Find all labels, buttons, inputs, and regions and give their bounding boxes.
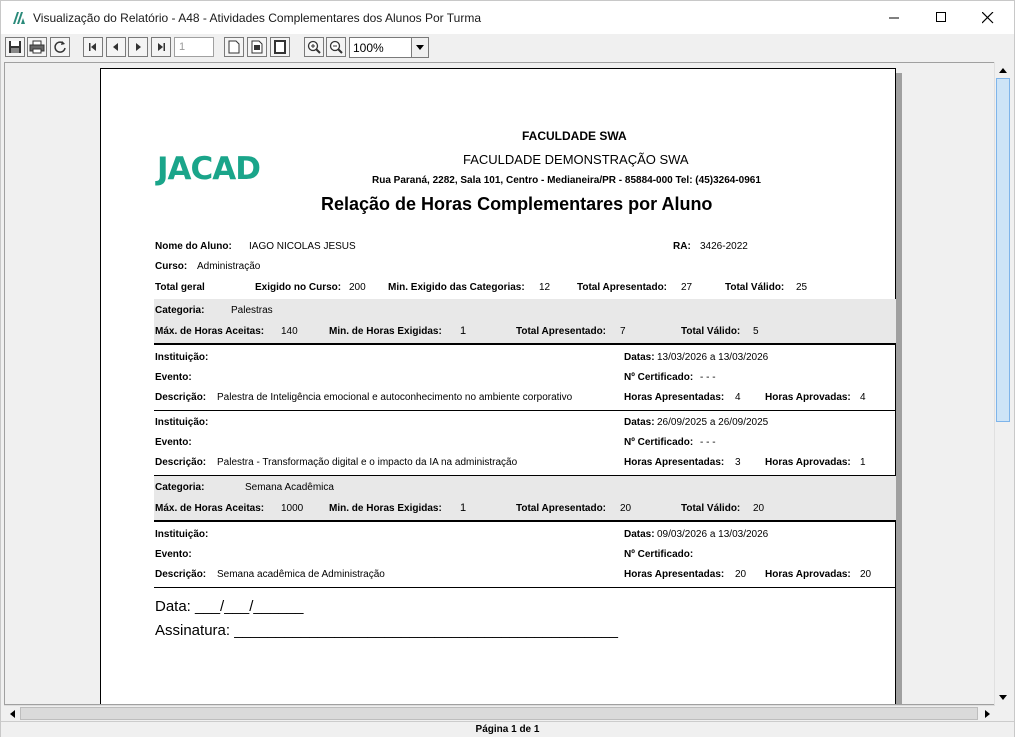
event-label: Evento: <box>155 549 192 560</box>
report-title: Relação de Horas Complementares por Aluno <box>321 194 713 214</box>
description-value: Semana acadêmica de Administração <box>217 569 385 580</box>
certificate-label: Nº Certificado: <box>624 549 694 560</box>
zoom-out-icon <box>329 40 343 54</box>
full-page-button[interactable] <box>270 37 290 57</box>
scroll-right-button[interactable] <box>979 706 995 721</box>
scroll-left-button[interactable] <box>4 706 20 721</box>
page-icon <box>228 40 240 54</box>
divider <box>154 587 896 588</box>
hours-approved-label: Horas Aprovadas: <box>765 569 851 580</box>
page-indicator: Página 1 de 1 <box>475 724 540 735</box>
event-label: Evento: <box>155 372 192 383</box>
maximize-button[interactable] <box>918 1 964 34</box>
description-label: Descrição: <box>155 392 207 403</box>
dates-label: Datas: <box>624 529 655 540</box>
signature-line: Assinatura: ______________________________________________ <box>155 622 618 639</box>
zoom-out-button[interactable] <box>326 37 346 57</box>
last-page-icon <box>156 42 166 52</box>
scroll-down-button[interactable] <box>995 689 1011 705</box>
dates-label: Datas: <box>624 352 655 363</box>
category-valid-label: Total Válido: <box>681 326 741 337</box>
category-valid-label: Total Válido: <box>681 503 741 514</box>
scroll-thumb-horizontal[interactable] <box>20 707 978 720</box>
description-label: Descrição: <box>155 569 207 580</box>
title-bar <box>1 1 1014 34</box>
course-value: Administração <box>197 261 261 272</box>
page-shadow <box>896 73 902 705</box>
institution-label: Instituição: <box>155 352 209 363</box>
hours-presented-value: 20 <box>735 569 747 580</box>
course-label: Curso: <box>155 261 188 272</box>
hours-approved-value: 4 <box>860 392 866 403</box>
institution-label: Instituição: <box>155 417 209 428</box>
app-icon <box>12 11 26 25</box>
zoom-in-icon <box>307 40 321 54</box>
first-page-icon <box>88 42 98 52</box>
required-label: Exigido no Curso: <box>255 282 342 293</box>
dates-label: Datas: <box>624 417 655 428</box>
zoom-dropdown-button[interactable] <box>411 38 428 57</box>
full-page-icon <box>274 40 286 54</box>
hours-approved-label: Horas Aprovadas: <box>765 457 851 468</box>
report-preview-area[interactable] <box>4 62 995 705</box>
hours-approved-value: 20 <box>860 569 872 580</box>
certificate-value: - - - <box>700 372 716 383</box>
minimize-icon <box>889 12 900 23</box>
jacad-logo: JACAD <box>157 151 261 187</box>
first-page-button[interactable] <box>83 37 103 57</box>
required-value: 200 <box>349 282 366 293</box>
certificate-label: Nº Certificado: <box>624 437 694 448</box>
report-page <box>100 68 896 705</box>
ra-label: RA: <box>673 241 691 252</box>
window-title: Visualização do Relatório - A48 - Atividades Complementares dos Alunos Por Turma <box>33 11 482 25</box>
scroll-thumb[interactable] <box>996 78 1010 422</box>
hours-presented-value: 3 <box>735 457 741 468</box>
min-hours-value: 1 <box>460 325 467 337</box>
single-page-button[interactable] <box>224 37 244 57</box>
next-page-icon <box>133 42 143 52</box>
horizontal-scrollbar[interactable] <box>4 705 995 721</box>
total-presented-value: 27 <box>681 282 693 293</box>
certificate-value: - - - <box>700 437 716 448</box>
scroll-up-button[interactable] <box>995 62 1011 78</box>
category-label: Categoria: <box>155 305 205 316</box>
min-hours-label: Min. de Horas Exigidas: <box>329 326 442 337</box>
vertical-scrollbar[interactable] <box>994 62 1011 705</box>
institution-address: Rua Paraná, 2282, Sala 101, Centro - Medianeira/PR - 85884-000 Tel: (45)3264-0961 <box>372 175 761 186</box>
student-name-label: Nome do Aluno: <box>155 241 232 252</box>
total-valid-label: Total Válido: <box>725 282 785 293</box>
category-valid-value: 20 <box>753 503 765 514</box>
institution-subtitle: FACULDADE DEMONSTRAÇÃO SWA <box>463 152 689 167</box>
dates-value: 09/03/2026 a 13/03/2026 <box>657 529 769 540</box>
max-hours-value: 1000 <box>281 503 304 514</box>
description-value: Palestra - Transformação digital e o impacto da IA na administração <box>217 457 518 468</box>
hours-approved-label: Horas Aprovadas: <box>765 392 851 403</box>
category-presented-value: 20 <box>620 503 632 514</box>
category-label: Categoria: <box>155 482 205 493</box>
arrow-right-icon <box>985 710 990 718</box>
chevron-down-icon <box>416 45 424 50</box>
min-hours-label: Min. de Horas Exigidas: <box>329 503 442 514</box>
category-presented-value: 7 <box>620 326 626 337</box>
maximize-icon <box>936 12 947 23</box>
preview-toolbar <box>1 34 1014 61</box>
printer-icon <box>29 40 45 54</box>
previous-page-icon <box>111 42 121 52</box>
arrow-left-icon <box>10 710 15 718</box>
institution-label: Instituição: <box>155 529 209 540</box>
event-label: Evento: <box>155 437 192 448</box>
category-presented-label: Total Apresentado: <box>516 503 607 514</box>
max-hours-label: Máx. de Horas Aceitas: <box>155 503 265 514</box>
ra-value: 3426-2022 <box>700 241 748 252</box>
category-name: Palestras <box>231 305 273 316</box>
save-icon <box>8 40 22 54</box>
page-width-icon <box>251 40 263 54</box>
arrow-up-icon <box>999 68 1007 73</box>
arrow-down-icon <box>999 695 1007 700</box>
last-page-button[interactable] <box>151 37 171 57</box>
description-value: Palestra de Inteligência emocional e autoconhecimento no ambiente corporativo <box>217 392 573 403</box>
total-valid-value: 25 <box>796 282 808 293</box>
category-valid-value: 5 <box>753 326 759 337</box>
page-number-input[interactable]: 1 <box>174 37 214 57</box>
total-general-label: Total geral <box>155 282 205 293</box>
zoom-in-button[interactable] <box>304 37 324 57</box>
hours-presented-value: 4 <box>735 392 741 403</box>
min-categories-label: Min. Exigido das Categorias: <box>388 282 525 293</box>
student-name: IAGO NICOLAS JESUS <box>249 241 356 252</box>
divider <box>154 343 896 345</box>
category-name: Semana Acadêmica <box>245 482 334 493</box>
hours-presented-label: Horas Apresentadas: <box>624 569 725 580</box>
page-width-button[interactable] <box>247 37 267 57</box>
hours-approved-value: 1 <box>860 457 866 468</box>
minimize-button[interactable] <box>871 1 917 34</box>
hours-presented-label: Horas Apresentadas: <box>624 392 725 403</box>
certificate-label: Nº Certificado: <box>624 372 694 383</box>
institution-name: FACULDADE SWA <box>522 129 627 143</box>
hours-presented-label: Horas Apresentadas: <box>624 457 725 468</box>
min-categories-value: 12 <box>539 282 551 293</box>
zoom-select[interactable] <box>349 37 429 58</box>
date-signature-line: Data: ___/___/______ <box>155 598 304 615</box>
divider <box>154 520 896 522</box>
dates-value: 26/09/2025 a 26/09/2025 <box>657 417 769 428</box>
divider <box>154 410 896 411</box>
save-button[interactable] <box>5 37 25 57</box>
previous-page-button[interactable] <box>106 37 126 57</box>
zoom-value: 100% <box>353 41 384 55</box>
close-button[interactable] <box>965 1 1011 34</box>
total-presented-label: Total Apresentado: <box>577 282 668 293</box>
category-presented-label: Total Apresentado: <box>516 326 607 337</box>
max-hours-value: 140 <box>281 326 298 337</box>
status-bar <box>1 721 1014 737</box>
dates-value: 13/03/2026 a 13/03/2026 <box>657 352 769 363</box>
description-label: Descrição: <box>155 457 207 468</box>
next-page-button[interactable] <box>128 37 148 57</box>
max-hours-label: Máx. de Horas Aceitas: <box>155 326 265 337</box>
min-hours-value: 1 <box>460 502 467 514</box>
print-button[interactable] <box>27 37 47 57</box>
refresh-icon <box>53 40 67 54</box>
refresh-button[interactable] <box>50 37 70 57</box>
close-icon <box>982 12 994 24</box>
